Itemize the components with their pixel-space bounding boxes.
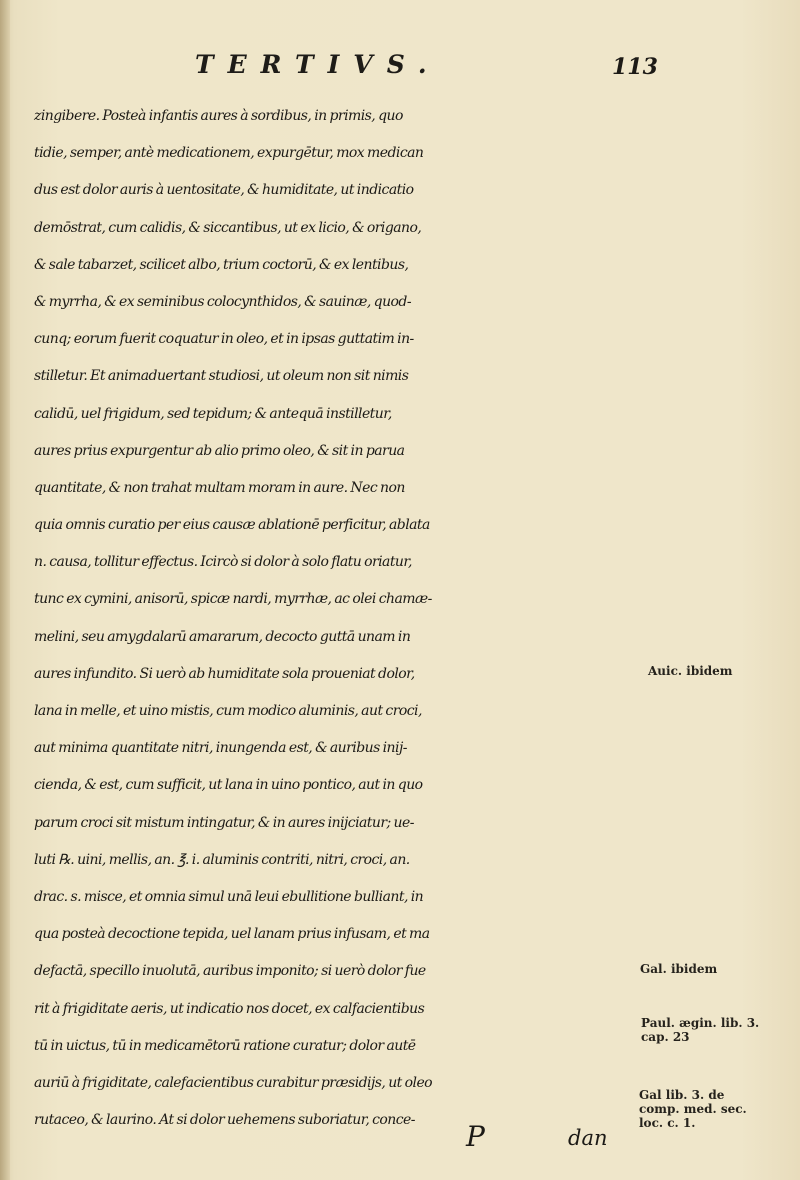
text-line: rit à frigiditate aeris, ut indicatio nos docet, ex calfacientibus: [34, 1000, 425, 1017]
page-number: 113: [612, 54, 658, 80]
signature-mark: P: [466, 1120, 485, 1153]
marginal-note: Auic. ibidem: [648, 664, 733, 678]
text-line: demōstrat, cum calidis, & siccantibus, ut ex licio, & origano,: [34, 219, 422, 236]
page-footer: [460, 1120, 660, 1160]
text-line: & myrrha, & ex seminibus colocynthidos, & sauinæ, quod-: [34, 293, 412, 310]
text-line: tunc ex cymini, anisorū, spicæ nardi, myrrhæ, ac olei chamæ-: [34, 591, 432, 608]
text-line: & sale tabarzet, scilicet albo, trium coctorū, & ex lentibus,: [34, 256, 409, 273]
running-title: TERTIVS.: [195, 50, 441, 79]
text-line: cienda, & est, cum sufficit, ut lana in uino pontico, aut in quo: [34, 777, 423, 794]
catchword: dan: [568, 1126, 608, 1150]
marginal-note: Gal. ibidem: [640, 962, 718, 976]
text-line: dus est dolor auris à uentositate, & humiditate, ut indicatio: [34, 182, 414, 199]
text-line: aures infundito. Si uerò ab humiditate sola proueniat dolor,: [34, 665, 415, 682]
text-line: defactā, specillo inuolutā, auribus imponito; si uerò dolor fue: [34, 963, 426, 980]
text-line: n. causa, tollitur effectus. Icircò si dolor à solo flatu oriatur,: [34, 554, 412, 571]
text-line: aut minima quantitate nitri, inungenda est, & auribus inij-: [34, 740, 407, 757]
text-line: qua posteà decoctione tepida, uel lanam prius infusam, et ma: [34, 926, 430, 943]
marginal-note: Paul. ægin. lib. 3. cap. 23: [641, 1016, 760, 1044]
text-line: auriū à frigiditate, calefacientibus curabitur præsidijs, ut oleo: [34, 1074, 433, 1091]
text-line: quia omnis curatio per eius causæ ablationē perficitur, ablata: [34, 517, 430, 534]
text-line: rutaceo, & laurino. At si dolor uehemens suboriatur, conce-: [34, 1112, 415, 1129]
text-line: parum croci sit mistum intingatur, & in aures inijciatur; ue-: [34, 814, 414, 831]
text-line: lana in melle, et uino mistis, cum modico aluminis, aut croci,: [34, 703, 422, 719]
binding-edge: [0, 0, 10, 1180]
marginal-note: Gal lib. 3. de comp. med. sec. loc. c. 1.: [639, 1088, 747, 1130]
text-line: tū in uictus, tū in medicamētorū ratione curatur; dolor autē: [34, 1037, 416, 1054]
text-line: melini, seu amygdalarū amararum, decocto guttā unam in: [34, 628, 411, 645]
text-line: stilletur. Et animaduertant studiosi, ut oleum non sit nimis: [34, 368, 409, 385]
text-line: aures prius expurgentur ab alio primo oleo, & sit in parua: [34, 442, 405, 459]
text-line: luti ℞. uini, mellis, an. ℥. i. aluminis contriti, nitri, croci, an.: [34, 851, 410, 868]
body-text: [34, 98, 654, 1139]
text-line: zingibere. Posteà infantis aures à sordibus, in primis, quo: [34, 108, 403, 124]
text-line: tidie, semper, antè medicationem, expurgētur, mox medican: [34, 145, 424, 162]
text-line: drac. s. misce, et omnia simul unā leui ebullitione bulliant, in: [34, 888, 424, 905]
text-line: cunq; eorum fuerit coquatur in oleo, et in ipsas guttatim in-: [34, 331, 414, 348]
text-line: calidū, uel frigidum, sed tepidum; & antequā instilletur,: [34, 405, 392, 422]
text-line: quantitate, & non trahat multam moram in aure. Nec non: [34, 479, 405, 496]
